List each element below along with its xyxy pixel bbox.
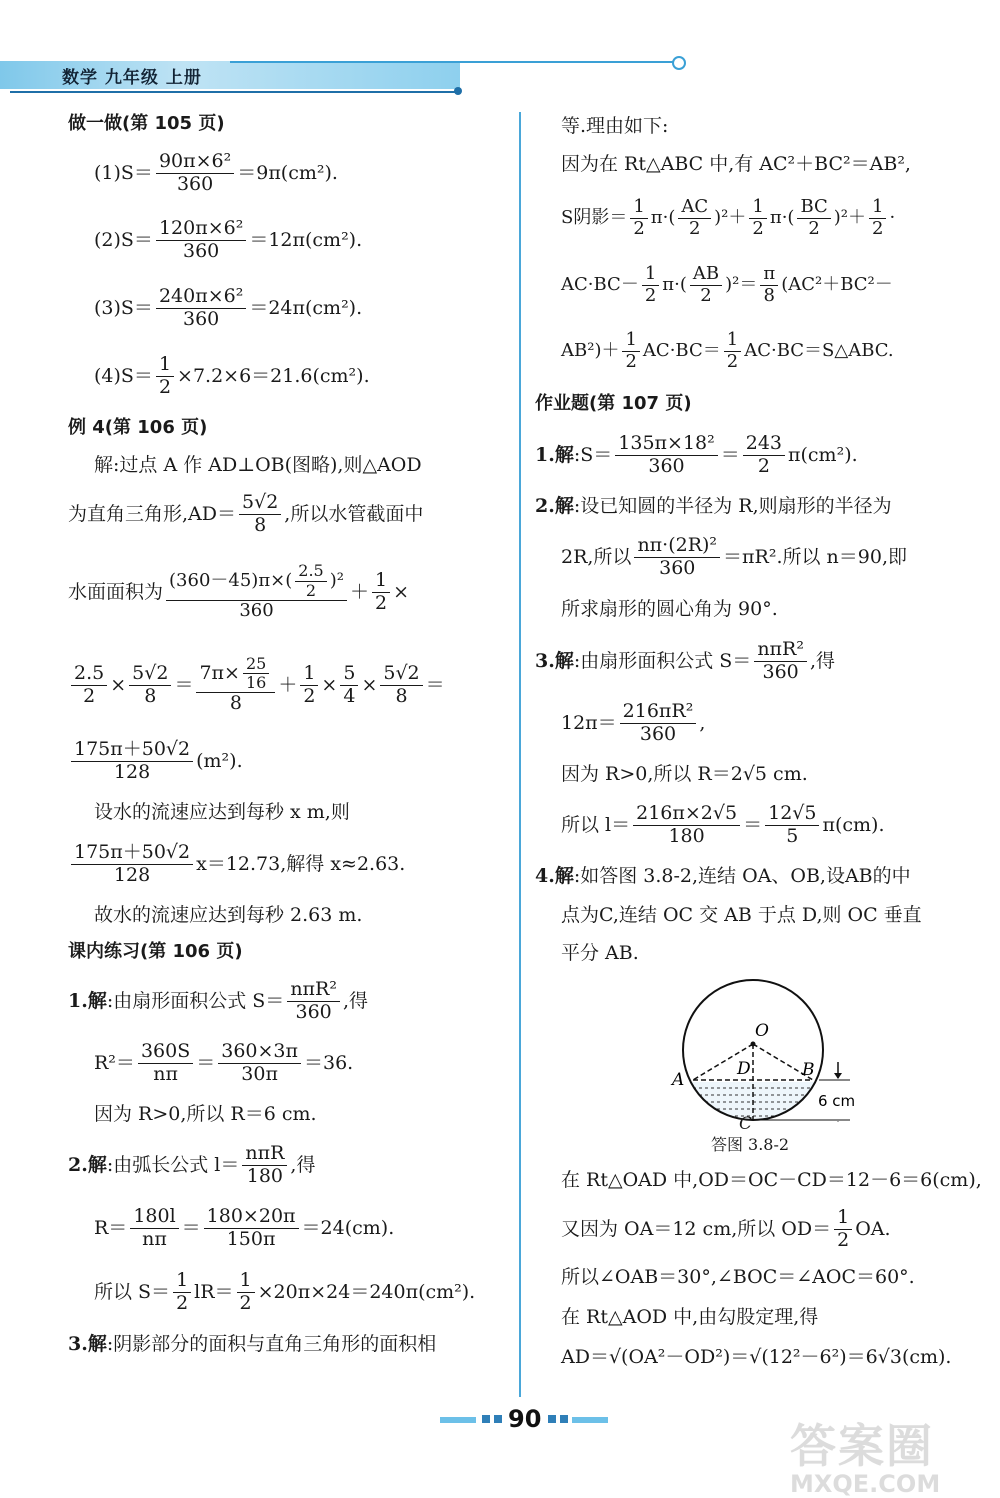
- eq-text: )²＝: [725, 274, 758, 296]
- denominator: 150π: [226, 1227, 276, 1250]
- text-line: 因为 R>0,所以 R＝2√5 cm.: [561, 762, 808, 785]
- fraction: [642, 264, 659, 306]
- eq-text: :如答图 3.8-2,连结 OA、OB,设AB的中: [573, 864, 911, 887]
- eq-text: :由扇形面积公式 S＝: [573, 649, 752, 672]
- section-title: 例 4(第 106 页): [68, 417, 208, 439]
- numerator: 90π×6²: [156, 151, 234, 174]
- denominator: nπ: [142, 1227, 167, 1250]
- header-title: 数学 九年级 上册: [62, 68, 202, 88]
- watermark: [790, 1410, 990, 1498]
- equation-line: [535, 630, 980, 692]
- arrowhead-icon: [834, 1121, 842, 1122]
- text-line: [535, 856, 980, 896]
- equation-line: [535, 526, 980, 588]
- fraction: [239, 492, 281, 537]
- equation-line: [68, 140, 508, 206]
- numerator: nπR²: [754, 639, 807, 662]
- label-c: C: [739, 1114, 753, 1134]
- eq-text: 水面面积为: [68, 580, 164, 603]
- eq-text: ＝24π(cm²).: [249, 296, 363, 319]
- numerator: 1: [372, 570, 390, 593]
- eq-text: ×: [110, 673, 127, 696]
- text-line: [68, 1324, 508, 1364]
- eq-text: :由弧长公式 l＝: [106, 1153, 240, 1176]
- denominator: 2: [158, 375, 172, 398]
- equation-line: [68, 274, 508, 342]
- numerator: 1: [156, 354, 174, 377]
- denominator: 360: [183, 307, 220, 330]
- fraction: [372, 570, 390, 615]
- numerator: 1: [173, 1270, 191, 1293]
- text-line: 所以∠OAB＝30°,∠BOC＝∠AOC＝60°.: [561, 1265, 915, 1288]
- denominator: 30π: [241, 1062, 278, 1085]
- equation-line: [68, 1134, 508, 1196]
- label-6cm: 6 cm: [818, 1092, 856, 1110]
- eq-text: π(cm).: [822, 813, 885, 836]
- fraction: [71, 739, 193, 784]
- numerator: 5√2: [239, 492, 281, 515]
- fraction: [204, 1206, 299, 1251]
- problem-label: 2.解: [535, 494, 574, 517]
- page-footer: [440, 1405, 640, 1435]
- fraction: [196, 655, 275, 716]
- watermark-url: MXQE.COM: [790, 1470, 941, 1498]
- label-a: A: [672, 1070, 685, 1090]
- text-line: 设水的流速应达到每秒 x m,则: [94, 800, 350, 823]
- numerator: 1: [724, 330, 741, 352]
- numerator: 1: [869, 197, 886, 219]
- fraction: [622, 330, 639, 372]
- equation-line: [68, 1032, 508, 1094]
- fraction: [797, 197, 830, 239]
- equation-line: [68, 730, 508, 792]
- eq-text: ＝12π(cm²).: [249, 228, 363, 251]
- denominator: 2: [374, 591, 388, 614]
- denominator: 360: [639, 722, 677, 745]
- numerator: π: [760, 264, 778, 286]
- text-line: 在 Rt△OAD 中,OD＝OC－CD＝12－6＝6(cm),: [561, 1168, 982, 1191]
- fraction: [130, 1206, 178, 1251]
- label-o: O: [755, 1021, 769, 1041]
- denominator: 2: [689, 217, 701, 239]
- figure-svg: [535, 972, 980, 1122]
- fraction: [173, 1270, 191, 1315]
- right-column: [535, 108, 980, 1377]
- numerator: 120π×6²: [156, 218, 246, 241]
- eq-text: ＝: [720, 443, 740, 466]
- denominator: 128: [113, 863, 151, 886]
- fraction: [760, 264, 778, 306]
- eq-text: ＝: [181, 1216, 201, 1239]
- eq-text: ,得: [290, 1153, 316, 1176]
- numerator: 360S: [138, 1041, 193, 1064]
- fraction: [615, 433, 717, 478]
- denominator: 2: [83, 684, 96, 707]
- fraction: [218, 1041, 301, 1086]
- equation-line: [535, 184, 980, 252]
- eq-text: ×: [393, 580, 409, 603]
- numerator: nπR²: [287, 979, 340, 1002]
- eq-text: 为直角三角形,AD＝: [68, 502, 236, 525]
- eq-text: lR＝: [194, 1280, 234, 1303]
- eq-text: (3)S＝: [94, 296, 153, 319]
- problem-label: 1.解: [68, 989, 107, 1012]
- equation-line: [535, 318, 980, 384]
- text-line: 因为 R>0,所以 R＝6 cm.: [94, 1102, 317, 1125]
- eq-text: ·: [889, 207, 896, 229]
- fraction: [749, 197, 766, 239]
- denominator: 2: [303, 684, 316, 707]
- fraction: [71, 663, 107, 708]
- problem-label: 2.解: [68, 1153, 107, 1176]
- numerator: 1: [642, 264, 659, 286]
- eq-text: (m²).: [196, 749, 243, 772]
- numerator: 5√2: [380, 663, 422, 686]
- page-number: 90: [508, 1405, 542, 1433]
- denominator: 5: [786, 824, 799, 847]
- numerator: 1: [834, 1207, 852, 1230]
- denominator: 4: [343, 684, 356, 707]
- left-column: [68, 108, 508, 1364]
- fraction: [380, 663, 422, 708]
- numerator: nπR: [242, 1143, 287, 1166]
- eq-text: :S＝: [573, 443, 613, 466]
- center-point: [751, 1042, 756, 1047]
- equation-line: [68, 1196, 508, 1260]
- eq-text: ,所以水管截面中: [284, 502, 424, 525]
- numerator: 1: [300, 663, 318, 686]
- denominator: 2: [757, 454, 770, 477]
- eq-text: ×20π×24＝240π(cm²).: [257, 1280, 476, 1303]
- eq-text: )²＋: [714, 207, 747, 229]
- label-d: D: [737, 1059, 751, 1079]
- fraction: [754, 639, 807, 684]
- eq-text: AC·BC＝S△ABC.: [744, 340, 894, 362]
- fraction: [834, 1207, 852, 1252]
- fraction: [71, 842, 193, 887]
- fraction: [166, 562, 347, 621]
- denominator: 2: [837, 1228, 850, 1251]
- equation-line: [68, 484, 508, 544]
- denominator: 360: [176, 172, 214, 195]
- text-line: 所求扇形的圆心角为 90°.: [561, 597, 778, 620]
- circle-figure: [535, 972, 980, 1154]
- numerator: 2.5: [71, 663, 107, 686]
- eq-text: ,得: [809, 649, 836, 672]
- denominator: 2: [644, 284, 657, 306]
- eq-text: π·(: [650, 207, 676, 229]
- fraction: [690, 264, 722, 306]
- denominator: 8: [254, 513, 267, 536]
- numerator: 1: [630, 197, 647, 219]
- eq-text: ＋: [278, 673, 298, 696]
- denominator: 2: [872, 217, 884, 239]
- eq-text: π(cm²).: [788, 443, 858, 466]
- numerator: 216π×2√5: [633, 803, 740, 826]
- eq-text: AC·BC＝: [642, 340, 721, 362]
- equation-line: [68, 1260, 508, 1324]
- numerator: AC: [678, 197, 711, 219]
- eq-text: ×: [361, 673, 378, 696]
- denominator: 16: [245, 673, 267, 693]
- denominator: 360: [659, 556, 696, 579]
- paren: (: [285, 569, 293, 591]
- fraction: [634, 535, 720, 580]
- fraction: [156, 151, 234, 196]
- footer-square-icon: [482, 1415, 490, 1423]
- eq-text: ×7.2×6＝21.6(cm²).: [177, 364, 370, 387]
- problem-label: 4.解: [535, 864, 574, 887]
- section-title: 课内练习(第 106 页): [68, 941, 243, 963]
- denominator: nπ: [153, 1062, 178, 1085]
- denominator: 360: [295, 1000, 332, 1023]
- numerator: 2.5: [295, 562, 326, 581]
- denominator: 2: [305, 580, 317, 600]
- header-dot-icon: [454, 87, 462, 95]
- eq-text: π·(: [769, 207, 795, 229]
- eq-text: )²＋: [833, 207, 867, 229]
- column-divider: [519, 112, 521, 1397]
- denominator: 2: [700, 284, 712, 306]
- eq-text: 所以 l＝: [561, 813, 631, 836]
- fraction: [300, 663, 318, 708]
- equation-line: [535, 424, 980, 486]
- equation-line: [68, 640, 508, 730]
- denominator: 180: [246, 1164, 284, 1187]
- eq-text: :设已知圆的半径为 R,则扇形的半径为: [573, 494, 892, 517]
- eq-text: x＝12.73,解得 x≈2.63.: [196, 852, 406, 875]
- denominator: 8: [763, 284, 775, 306]
- eq-text: ＝: [425, 673, 445, 696]
- header-dot-icon: [672, 56, 686, 70]
- eq-text: 2R,所以: [561, 545, 632, 568]
- equation-line: [68, 970, 508, 1032]
- fraction: [129, 663, 171, 708]
- eq-text: AC·BC－: [561, 274, 639, 296]
- denominator: 360: [648, 454, 685, 477]
- eq-text: :阴影部分的面积与直角三角形的面积相: [106, 1332, 437, 1355]
- eq-text: ＝36.: [304, 1051, 354, 1074]
- numerator: 243: [743, 433, 785, 456]
- numerator: 1: [749, 197, 766, 219]
- eq-text: 12π＝: [561, 711, 617, 734]
- label-b: B: [802, 1060, 815, 1080]
- footer-square-icon: [560, 1415, 568, 1423]
- fraction: [156, 218, 246, 263]
- fraction: [765, 803, 819, 848]
- denominator: 2: [808, 217, 820, 239]
- eq-text: R＝: [94, 1216, 128, 1239]
- fraction: [242, 1143, 287, 1188]
- equation-line: [68, 832, 508, 896]
- eq-text: S阴影＝: [561, 207, 628, 229]
- eq-text: ＝: [174, 673, 194, 696]
- equation-line: [535, 1201, 980, 1257]
- footer-bar-left: [440, 1417, 476, 1423]
- eq-text: ,: [699, 711, 706, 734]
- text-line: AD＝√(OA²－OD²)＝√(12²－6²)＝6√3(cm).: [561, 1345, 952, 1368]
- eq-text: (2)S＝: [94, 228, 153, 251]
- numerator: 216πR²: [620, 701, 697, 724]
- numerator: 175π＋50√2: [71, 739, 193, 762]
- fraction: [620, 701, 697, 746]
- problem-label: 1.解: [535, 443, 574, 466]
- text-line: 平分 AB.: [561, 941, 639, 964]
- eq-text: 又因为 OA＝12 cm,所以 OD＝: [561, 1217, 832, 1240]
- eq-text: ＝24(cm).: [301, 1216, 395, 1239]
- fraction: [743, 433, 785, 478]
- text-line: [535, 486, 980, 526]
- denominator: 8: [229, 692, 242, 715]
- denominator: 360: [762, 660, 799, 683]
- fraction: [156, 354, 174, 399]
- numerator: AB: [690, 264, 722, 286]
- text-line: 在 Rt△AOD 中,由勾股定理,得: [561, 1305, 819, 1328]
- eq-text: (360－45)π×: [169, 569, 286, 591]
- fraction: [869, 197, 886, 239]
- eq-text: ＋: [349, 580, 369, 603]
- denominator: 8: [395, 684, 408, 707]
- eq-text: 所以 S＝: [94, 1280, 171, 1303]
- eq-text: ＝9π(cm²).: [237, 161, 338, 184]
- eq-text: ²: [336, 569, 344, 591]
- equation-line: [68, 342, 508, 410]
- text-line: 点为C,连结 OC 交 AB 于点 D,则 OC 垂直: [561, 903, 922, 926]
- problem-label: 3.解: [68, 1332, 107, 1355]
- denominator: 128: [113, 760, 151, 783]
- eq-text: (AC²＋BC²－: [781, 274, 893, 296]
- fraction: [630, 197, 647, 239]
- eq-text: π·(: [662, 274, 687, 296]
- numerator: 180×20π: [204, 1206, 299, 1229]
- footer-bar-right: [572, 1417, 608, 1423]
- denominator: 8: [144, 684, 157, 707]
- equation-line: [535, 794, 980, 856]
- eq-text: :由扇形面积公式 S＝: [106, 989, 285, 1012]
- numerator: [166, 562, 347, 601]
- numerator: BC: [797, 197, 830, 219]
- numerator: 175π＋50√2: [71, 842, 193, 865]
- watermark-text: 答案圈: [790, 1419, 934, 1473]
- footer-square-icon: [548, 1415, 556, 1423]
- footer-square-icon: [494, 1415, 502, 1423]
- numerator: nπ·(2R)²: [634, 535, 720, 558]
- eq-text: ＝: [743, 813, 763, 836]
- denominator: 360: [239, 600, 274, 622]
- numerator: 360×3π: [218, 1041, 301, 1064]
- text-line: 解:过点 A 作 AD⊥OB(图略),则△AOD: [94, 453, 422, 476]
- equation-line: [535, 252, 980, 318]
- figure-caption: 答图 3.8-2: [710, 1135, 790, 1154]
- fraction: [156, 286, 246, 331]
- numerator: 1: [237, 1270, 255, 1293]
- fraction: [243, 655, 269, 693]
- denominator: 360: [183, 239, 220, 262]
- denominator: 2: [176, 1291, 189, 1314]
- arrowhead-icon: [834, 1073, 842, 1079]
- eq-text: R²＝: [94, 1051, 135, 1074]
- numerator: 1: [622, 330, 639, 352]
- denominator: 2: [752, 217, 764, 239]
- eq-text: AB²)＋: [561, 340, 620, 362]
- text-line: 因为在 Rt△ABC 中,有 AC²＋BC²＝AB²,: [561, 152, 911, 175]
- fraction: [295, 562, 326, 600]
- text-line: 故水的流速应达到每秒 2.63 m.: [94, 903, 363, 926]
- fraction: [678, 197, 711, 239]
- numerator: 12√5: [765, 803, 819, 826]
- eq-text: ＝πR².所以 n＝90,即: [723, 545, 907, 568]
- fraction: [138, 1041, 193, 1086]
- fraction: [724, 330, 741, 372]
- denominator: 2: [625, 350, 637, 372]
- eq-text: ,得: [342, 989, 369, 1012]
- eq-text: (1)S＝: [94, 161, 153, 184]
- section-title: 做一做(第 105 页): [68, 113, 225, 135]
- fraction: [237, 1270, 255, 1315]
- eq-text: OA.: [855, 1217, 891, 1240]
- equation-line: [68, 544, 508, 640]
- numerator: 25: [243, 655, 269, 674]
- fraction: [340, 663, 358, 708]
- eq-text: ＝: [196, 1051, 216, 1074]
- fraction: [287, 979, 340, 1024]
- numerator: 5√2: [129, 663, 171, 686]
- problem-label: 3.解: [535, 649, 574, 672]
- paren: ): [329, 569, 337, 591]
- eq-text: (4)S＝: [94, 364, 153, 387]
- text-line: 等.理由如下:: [561, 114, 669, 137]
- numerator: 180l: [130, 1206, 178, 1229]
- denominator: 180: [668, 824, 705, 847]
- equation-line: [68, 206, 508, 274]
- header-rule-bottom: [10, 91, 458, 93]
- denominator: 2: [239, 1291, 252, 1314]
- eq-text: ×: [321, 673, 338, 696]
- section-title: 作业题(第 107 页): [535, 393, 692, 415]
- page-header: [0, 55, 700, 95]
- numerator: 240π×6²: [156, 286, 246, 309]
- denominator: 2: [633, 217, 645, 239]
- fraction: [633, 803, 740, 848]
- numerator: 135π×18²: [615, 433, 717, 456]
- denominator: 2: [726, 350, 739, 372]
- equation-line: [535, 692, 980, 754]
- eq-text: 7π×: [199, 661, 240, 684]
- numerator: [196, 655, 275, 694]
- header-rule-top: [230, 61, 675, 63]
- numerator: 5: [340, 663, 358, 686]
